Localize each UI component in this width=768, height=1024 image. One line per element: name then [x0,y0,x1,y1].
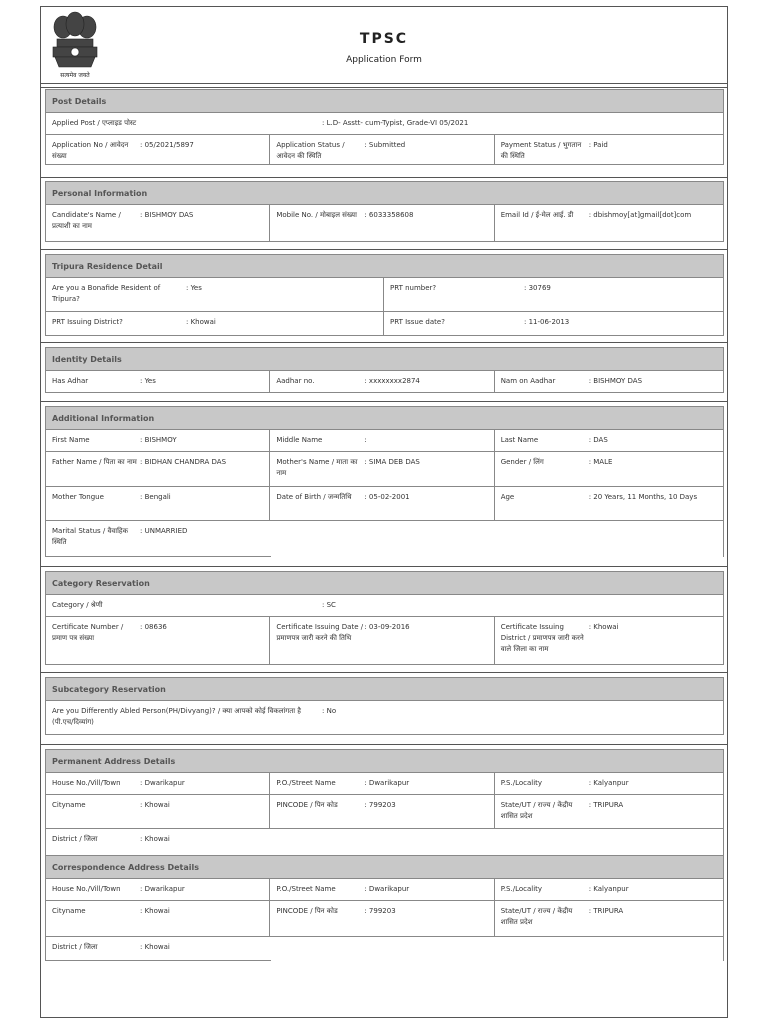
table-row [46,135,723,165]
field-label: PRT Issuing District? [52,318,123,326]
field-value: : Dwarikapur [140,885,185,893]
field-value: : dbishmoy[at]gmail[dot]com [588,211,692,219]
field-value: : BIDHAN CHANDRA DAS [140,458,227,466]
field-label: Application No / आवेदन संख्या [52,141,129,160]
field-value: : 05-02-2001 [364,493,410,501]
field-label: P.O./Street Name [276,885,336,893]
application-form-page [40,6,728,1018]
field-value: : Khowai [186,318,216,326]
section-divider [41,87,727,88]
table-row [46,829,723,857]
field-label: PRT number? [390,284,437,292]
table-row [46,937,723,961]
field-label: Nam on Aadhar [500,377,556,385]
form-title: TPSC [359,31,409,47]
table-row [46,113,723,135]
field-label: Mother's Name / माता का नाम [276,458,358,477]
field-label: Applied Post / एप्लाइड पोस्ट [52,119,137,127]
field-label: Payment Status / भुगतान की स्थिति [500,141,582,160]
field-label: Email Id / ई-मेल आई. डी [500,211,574,219]
section-divider [41,672,727,673]
field-value: : 03-09-2016 [364,623,410,631]
field-value: : 30769 [524,284,551,292]
field-label: Aadhar no. [276,377,315,385]
field-label: Are you a Bonafide Resident of Tripura? [52,284,161,303]
permanent-address-section [45,749,724,857]
field-value: : Paid [588,141,608,149]
section-title: Tripura Residence Detail [45,254,724,278]
table-row [46,521,723,557]
field-value: : BISHMOY DAS [140,211,194,219]
field-value: : Khowai [140,801,170,809]
table-row [46,595,723,617]
field-label: Middle Name [276,436,323,444]
field-value: : BISHMOY DAS [588,377,643,385]
field-value: : TRIPURA [588,801,624,809]
field-label: District / जिला [52,835,98,843]
residence-section [45,254,724,336]
field-value: : Dwarikapur [364,885,410,893]
field-value: : 05/2021/5897 [140,141,194,149]
identity-section [45,347,724,393]
field-value: : 20 Years, 11 Months, 10 Days [588,493,698,501]
field-value: : No [322,707,337,715]
field-value: : Khowai [140,907,170,915]
field-value: : xxxxxxxx2874 [364,377,420,385]
category-section [45,571,724,665]
section-title: Additional Information [45,406,724,430]
field-value: : UNMARRIED [140,527,188,535]
field-value: : 6033358608 [364,211,414,219]
section-divider [41,342,727,343]
field-value: : Khowai [140,943,170,951]
field-label: First Name [52,436,90,444]
field-label: District / जिला [52,943,98,951]
table-row [46,278,723,312]
field-label: PINCODE / पिन कोड [276,907,338,915]
field-label: Marital Status / वैवाहिक स्थिति [52,527,128,546]
table-row [46,795,723,829]
field-label: Has Adhar [52,377,89,385]
field-value: : TRIPURA [588,907,624,915]
table-row [46,205,723,242]
field-label: PRT Issue date? [390,318,445,326]
section-title: Identity Details [45,347,724,371]
additional-info-section [45,406,724,557]
field-label: Certificate Issuing District / प्रमाणपत्र जारी करने वाले जिला का नाम [500,623,584,653]
field-label: Father Name / पिता का नाम [52,458,137,466]
table-row [46,371,723,393]
section-title: Category Reservation [45,571,724,595]
section-title: Post Details [45,89,724,113]
subcategory-section [45,677,724,735]
table-row [46,430,723,452]
field-label: P.O./Street Name [276,779,336,787]
field-value: : MALE [588,458,613,466]
section-divider [41,744,727,745]
field-label: Cityname [52,907,86,915]
section-title: Personal Information [45,181,724,205]
field-label: State/UT / राज्य / केंद्रीय शासित प्रदेश [500,907,573,926]
emblem-caption: सत्यमेव जयते [60,72,90,79]
field-label: Gender / लिंग [500,458,544,466]
section-title: Correspondence Address Details [45,855,724,879]
section-divider [41,249,727,250]
field-value: : SC [322,601,336,609]
field-value: : Submitted [364,141,406,149]
post-details-section [45,89,724,165]
table-row [46,701,723,735]
field-label: Age [500,493,515,501]
section-title: Permanent Address Details [45,749,724,773]
field-label: Are you Differently Abled Person(PH/Divyang)? / क्या आपको कोई विकलांगता है (पी.एच/दिव्यांग) [52,707,301,726]
section-divider [41,401,727,402]
field-label: P.S./Locality [500,779,543,787]
field-label: Cityname [52,801,86,809]
field-label: Last Name [500,436,539,444]
table-row [46,487,723,521]
table-row [46,879,723,901]
field-label: Category / श्रेणी [52,601,103,609]
field-label: House No./Vill/Town [52,885,121,893]
field-value: : Dwarikapur [364,779,410,787]
field-value: : SIMA DEB DAS [364,458,420,466]
field-label: Mother Tongue [52,493,104,501]
field-value: : 799203 [364,801,396,809]
field-label: Application Status / आवेदन की स्थिति [276,141,345,160]
correspondence-address-section [45,855,724,961]
field-value: : Bengali [140,493,171,501]
field-label: P.S./Locality [500,885,543,893]
table-row [46,901,723,937]
field-label: State/UT / राज्य / केंद्रीय शासित प्रदेश [500,801,573,820]
field-value: : Yes [186,284,202,292]
field-value: : 08636 [140,623,167,631]
form-subtitle: Application Form [346,55,422,65]
field-value: : DAS [588,436,608,444]
section-divider [41,566,727,567]
field-label: Candidate's Name / प्रत्याशी का नाम [52,211,121,230]
table-row [46,452,723,487]
field-label: Date of Birth / जन्मतिथि [276,493,352,501]
field-label: Certificate Issuing Date / प्रमाणपत्र जारी करने की तिथि [276,623,364,642]
table-row [46,773,723,795]
field-value: : BISHMOY [140,436,177,444]
field-value: : Kalyanpur [588,885,629,893]
table-row [46,617,723,665]
field-label: PINCODE / पिन कोड [276,801,338,809]
table-row [46,312,723,336]
field-label: Mobile No. / मोबाइल संख्या [276,211,357,219]
field-value: : Dwarikapur [140,779,185,787]
field-value: : 799203 [364,907,396,915]
field-value: : 11-06-2013 [524,318,570,326]
form-header [41,7,727,84]
field-value: : [364,436,367,444]
field-value: : Kalyanpur [588,779,629,787]
section-title: Subcategory Reservation [45,677,724,701]
field-label: House No./Vill/Town [52,779,121,787]
field-value: : Khowai [140,835,170,843]
field-value: : L.D- Asstt- cum-Typist, Grade-VI 05/2021 [322,119,469,127]
section-divider [41,177,727,178]
personal-info-section [45,181,724,242]
field-value: : Yes [140,377,156,385]
field-value: : Khowai [588,623,619,631]
field-label: Certificate Number / प्रमाण पत्र संख्या [52,623,124,642]
